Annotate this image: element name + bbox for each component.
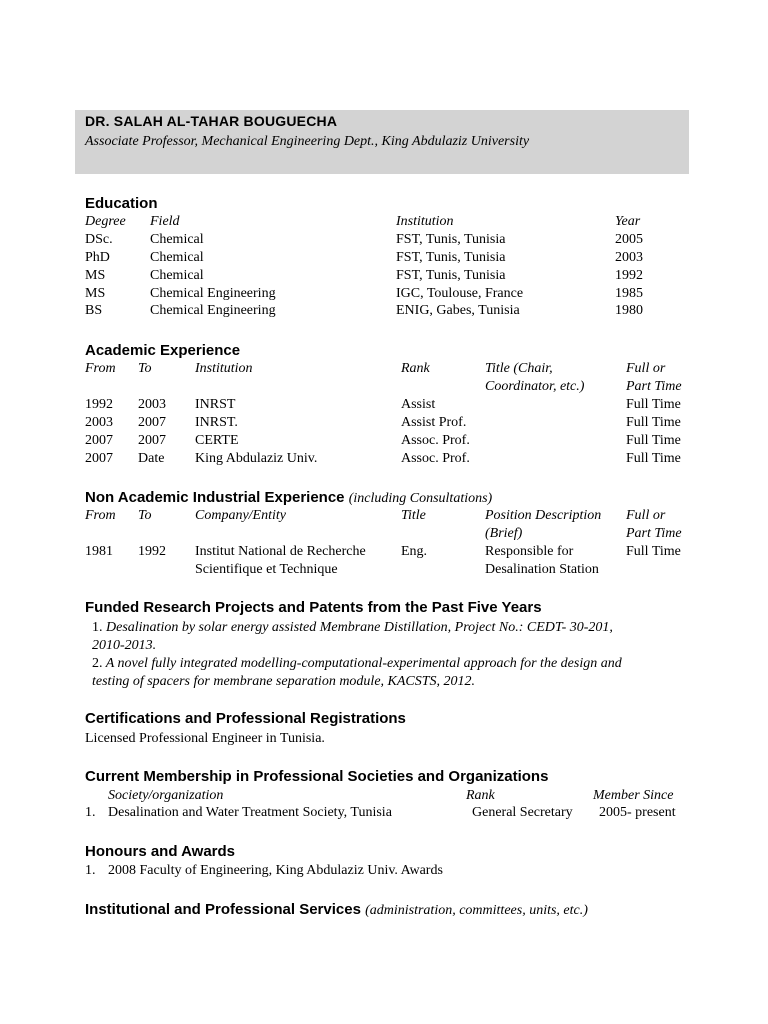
col-brief: (Brief): [485, 526, 523, 541]
field: Chemical: [150, 232, 204, 247]
col-institution: Institution: [396, 214, 454, 229]
col-degree: Degree: [85, 214, 126, 229]
member-since: 2005- present: [599, 805, 676, 820]
academic-heading: Academic Experience: [85, 342, 241, 359]
institution: CERTE: [195, 433, 239, 448]
year: 1980: [615, 303, 643, 318]
item-number: 1.: [85, 863, 96, 878]
col-to: To: [138, 361, 152, 376]
industrial-note: (including Consultations): [348, 491, 493, 506]
col-rank: Rank: [401, 361, 430, 376]
degree: MS: [85, 286, 106, 301]
col-to: To: [138, 508, 152, 523]
rank: General Secretary: [472, 805, 573, 820]
col-position: Position Description: [485, 508, 602, 523]
education-heading: Education: [85, 195, 158, 212]
degree: MS: [85, 268, 106, 283]
society: Desalination and Water Treatment Society, Tunisia: [108, 805, 392, 820]
item-line: testing of spacers for membrane separation module, KACSTS, 2012.: [92, 674, 476, 689]
item-line: 2010-2013.: [92, 638, 157, 653]
from: 2003: [85, 415, 113, 430]
institution: INRST.: [195, 415, 238, 430]
year: 1985: [615, 286, 643, 301]
institution: FST, Tunis, Tunisia: [396, 250, 506, 265]
services-heading-text: Institutional and Professional Services: [85, 901, 361, 918]
col-full-or: Full or: [626, 508, 666, 523]
col-title: Title: [401, 508, 426, 523]
rank: Assist Prof.: [401, 415, 467, 430]
header-box: [75, 110, 689, 174]
funded-item: [92, 655, 682, 691]
col-from: From: [85, 508, 116, 523]
institution: FST, Tunis, Tunisia: [396, 268, 506, 283]
col-full-or: Full or: [626, 361, 666, 376]
from: 1992: [85, 397, 113, 412]
title: Eng.: [401, 544, 428, 559]
item-number: 1.: [92, 620, 103, 635]
year: 2003: [615, 250, 643, 265]
field: Chemical: [150, 268, 204, 283]
funded-item: [92, 619, 682, 655]
person-title: Associate Professor, Mechanical Engineering Dept., King Abdulaziz University: [85, 134, 530, 149]
field: Chemical Engineering: [150, 303, 276, 318]
to: Date: [138, 451, 165, 466]
from: 2007: [85, 433, 113, 448]
item-line: Desalination by solar energy assisted Membrane Distillation, Project No.: CEDT- 30-201,: [106, 620, 613, 635]
col-title: Title (Chair,: [485, 361, 553, 376]
item-line: A novel fully integrated modelling-computational-experimental approach for the design and: [105, 656, 622, 671]
time: Full Time: [626, 397, 681, 412]
services-note: (administration, committees, units, etc.): [365, 903, 588, 918]
institution: IGC, Toulouse, France: [396, 286, 524, 301]
membership-heading: Current Membership in Professional Societies and Organizations: [85, 768, 549, 785]
col-title-cont: Coordinator, etc.): [485, 379, 585, 394]
institution: King Abdulaziz Univ.: [195, 451, 318, 466]
col-institution: Institution: [195, 361, 253, 376]
col-society: Society/organization: [108, 788, 224, 803]
institution: FST, Tunis, Tunisia: [396, 232, 506, 247]
degree: PhD: [85, 250, 110, 265]
certifications-heading: Certifications and Professional Registrations: [85, 710, 406, 727]
degree: DSc.: [85, 232, 113, 247]
rank: Assoc. Prof.: [401, 451, 470, 466]
field: Chemical Engineering: [150, 286, 276, 301]
time: Full Time: [626, 451, 681, 466]
company: Institut National de Recherche: [195, 544, 366, 559]
col-part-time: Part Time: [626, 526, 682, 541]
from: 1981: [85, 544, 113, 559]
time: Full Time: [626, 433, 681, 448]
funded-heading: Funded Research Projects and Patents from the Past Five Years: [85, 599, 542, 616]
col-from: From: [85, 361, 116, 376]
to: 2007: [138, 415, 166, 430]
description-cont: Desalination Station: [485, 562, 599, 577]
col-field: Field: [150, 214, 180, 229]
rank: Assist: [401, 397, 436, 412]
col-rank: Rank: [466, 788, 495, 803]
time: Full Time: [626, 415, 681, 430]
rank: Assoc. Prof.: [401, 433, 470, 448]
award-text: 2008 Faculty of Engineering, King Abdulaziz Univ. Awards: [108, 863, 443, 878]
person-name: DR. SALAH AL-TAHAR BOUGUECHA: [85, 113, 338, 129]
time: Full Time: [626, 544, 681, 559]
from: 2007: [85, 451, 113, 466]
institution: INRST: [195, 397, 236, 412]
year: 2005: [615, 232, 643, 247]
to: 2003: [138, 397, 166, 412]
col-part-time: Part Time: [626, 379, 682, 394]
degree: BS: [85, 303, 103, 318]
company-cont: Scientifique et Technique: [195, 562, 338, 577]
honours-heading: Honours and Awards: [85, 843, 236, 860]
field: Chemical: [150, 250, 204, 265]
to: 2007: [138, 433, 166, 448]
industrial-heading-text: Non Academic Industrial Experience: [85, 489, 345, 506]
institution: ENIG, Gabes, Tunisia: [396, 303, 520, 318]
col-company: Company/Entity: [195, 508, 286, 523]
year: 1992: [615, 268, 643, 283]
to: 1992: [138, 544, 166, 559]
item-number: 2.: [92, 656, 103, 671]
industrial-heading: [85, 489, 492, 507]
col-member-since: Member Since: [593, 788, 674, 803]
description: Responsible for: [485, 544, 574, 559]
certifications-text: Licensed Professional Engineer in Tunisia.: [85, 731, 325, 746]
col-year: Year: [615, 214, 641, 229]
services-heading: [85, 901, 588, 919]
item-number: 1.: [85, 805, 96, 820]
